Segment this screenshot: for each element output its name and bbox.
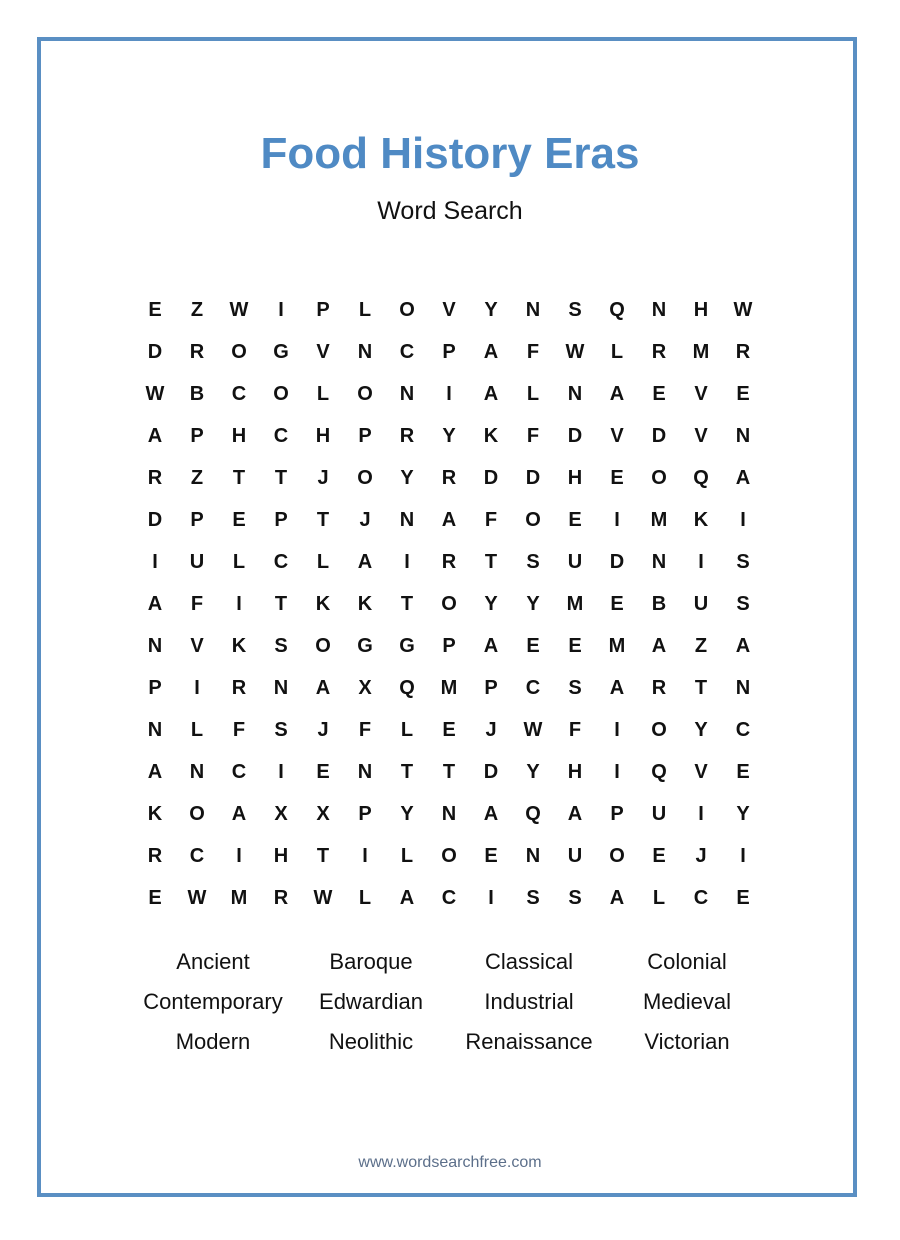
grid-letter: N	[735, 424, 751, 447]
grid-letter: P	[358, 424, 372, 447]
grid-letter: J	[317, 466, 329, 489]
grid-letter: M	[650, 508, 668, 531]
word-list-item: Renaissance	[465, 1029, 593, 1054]
grid-letter: L	[358, 886, 372, 909]
grid-letter: T	[274, 592, 288, 615]
grid-letter: T	[694, 676, 708, 699]
grid-letter: N	[651, 298, 667, 321]
grid-letter: R	[441, 550, 457, 573]
grid-letter: I	[614, 508, 620, 531]
grid-letter: I	[278, 298, 284, 321]
grid-letter: D	[147, 340, 163, 363]
grid-letter: A	[231, 802, 247, 825]
grid-letter: N	[525, 298, 541, 321]
grid-letter: T	[484, 550, 498, 573]
grid-letter: A	[567, 802, 583, 825]
grid-letter: Q	[399, 676, 415, 699]
grid-letter: I	[698, 802, 704, 825]
grid-letter: T	[274, 466, 288, 489]
grid-letter: S	[526, 886, 540, 909]
grid-letter: S	[274, 718, 288, 741]
grid-letter: T	[400, 592, 414, 615]
grid-letter: U	[567, 844, 583, 867]
grid-letter: K	[357, 592, 373, 615]
grid-letter: R	[147, 466, 163, 489]
grid-letter: O	[525, 508, 541, 531]
grid-letter: H	[273, 844, 289, 867]
word-list-item: Industrial	[484, 989, 574, 1014]
grid-letter: I	[446, 382, 452, 405]
grid-letter: Y	[484, 592, 498, 615]
grid-letter: V	[694, 424, 708, 447]
grid-letter: K	[483, 424, 499, 447]
grid-letter: F	[568, 718, 582, 741]
grid-letter: J	[359, 508, 371, 531]
grid-letter: E	[652, 844, 666, 867]
grid-letter: E	[736, 886, 750, 909]
grid-letter: F	[526, 424, 540, 447]
grid-letter: K	[231, 634, 247, 657]
grid-letter: H	[315, 424, 331, 447]
grid-letter: A	[483, 340, 499, 363]
grid-letter: S	[736, 550, 750, 573]
grid-letter: R	[189, 340, 205, 363]
grid-letter: Y	[400, 802, 414, 825]
grid-letter: A	[147, 592, 163, 615]
grid-letter: H	[693, 298, 709, 321]
grid-letter: R	[735, 340, 751, 363]
grid-letter: Q	[651, 760, 667, 783]
grid-letter: C	[231, 382, 247, 405]
grid-letter: A	[147, 424, 163, 447]
grid-letter: J	[695, 844, 707, 867]
grid-letter: W	[523, 718, 543, 741]
grid-letter: J	[485, 718, 497, 741]
grid-letter: A	[609, 382, 625, 405]
grid-letter: N	[441, 802, 457, 825]
grid-letter: O	[273, 382, 289, 405]
grid-letter: Y	[694, 718, 708, 741]
grid-letter: K	[147, 802, 163, 825]
grid-letter: Y	[736, 802, 750, 825]
grid-letter: N	[189, 760, 205, 783]
grid-letter: W	[733, 298, 753, 321]
grid-letter: L	[652, 886, 666, 909]
grid-letter: P	[442, 340, 456, 363]
grid-letter: K	[693, 508, 709, 531]
grid-letter: I	[698, 550, 704, 573]
word-list-item: Colonial	[647, 949, 727, 974]
grid-letter: E	[610, 592, 624, 615]
grid-letter: A	[735, 466, 751, 489]
grid-letter: I	[152, 550, 158, 573]
grid-letter: L	[358, 298, 372, 321]
grid-letter: W	[187, 886, 207, 909]
grid-letter: C	[231, 760, 247, 783]
word-list	[134, 942, 766, 1062]
grid-letter: U	[693, 592, 709, 615]
grid-letter: W	[565, 340, 585, 363]
grid-letter: P	[148, 676, 162, 699]
grid-letter: G	[399, 634, 415, 657]
grid-letter: X	[274, 802, 288, 825]
grid-letter: A	[483, 802, 499, 825]
grid-letter: W	[313, 886, 333, 909]
grid-letter: E	[316, 760, 330, 783]
grid-letter: I	[236, 844, 242, 867]
grid-letter: O	[399, 298, 415, 321]
grid-letter: N	[357, 760, 373, 783]
grid-letter: O	[609, 844, 625, 867]
grid-letter: V	[190, 634, 204, 657]
word-list-item: Contemporary	[143, 989, 283, 1014]
grid-letter: G	[357, 634, 373, 657]
grid-letter: O	[357, 382, 373, 405]
grid-letter: D	[483, 466, 499, 489]
grid-letter: E	[232, 508, 246, 531]
grid-letter: C	[273, 550, 289, 573]
grid-letter: A	[483, 634, 499, 657]
grid-letter: R	[651, 340, 667, 363]
grid-letter: Q	[693, 466, 709, 489]
grid-letter: M	[608, 634, 626, 657]
grid-letter: L	[316, 382, 330, 405]
grid-letter: E	[442, 718, 456, 741]
grid-letter: E	[568, 634, 582, 657]
grid-letter: P	[484, 676, 498, 699]
grid-letter: O	[189, 802, 205, 825]
grid-letter: L	[610, 340, 624, 363]
grid-letter: N	[651, 550, 667, 573]
grid-letter: L	[232, 550, 246, 573]
grid-letter: T	[316, 844, 330, 867]
grid-letter: M	[566, 592, 584, 615]
grid-letter: A	[315, 676, 331, 699]
grid-letter: I	[278, 760, 284, 783]
grid-letter: P	[190, 424, 204, 447]
grid-letter: N	[399, 382, 415, 405]
grid-letter: A	[441, 508, 457, 531]
grid-letter: I	[614, 718, 620, 741]
grid-letter: T	[232, 466, 246, 489]
grid-letter: V	[316, 340, 330, 363]
grid-letter: L	[190, 718, 204, 741]
grid-letter: C	[273, 424, 289, 447]
grid-letter: A	[609, 676, 625, 699]
grid-letter: I	[488, 886, 494, 909]
grid-letter: X	[316, 802, 330, 825]
grid-letter: U	[651, 802, 667, 825]
grid-letter: R	[231, 676, 247, 699]
grid-letter: V	[442, 298, 456, 321]
grid-letter: N	[147, 718, 163, 741]
grid-letter: H	[567, 466, 583, 489]
grid-letter: C	[735, 718, 751, 741]
grid-letter: C	[441, 886, 457, 909]
grid-letter: A	[399, 886, 415, 909]
grid-letter: E	[568, 508, 582, 531]
grid-letter: L	[526, 382, 540, 405]
grid-letter: L	[400, 844, 414, 867]
word-list-item: Classical	[484, 949, 574, 974]
grid-letter: I	[194, 676, 200, 699]
grid-letter: A	[735, 634, 751, 657]
grid-letter: N	[273, 676, 289, 699]
grid-letter: E	[526, 634, 540, 657]
grid-letter: A	[609, 886, 625, 909]
grid-letter: T	[442, 760, 456, 783]
grid-letter: P	[610, 802, 624, 825]
grid-letter: R	[147, 844, 163, 867]
grid-letter: E	[736, 382, 750, 405]
grid-letter: R	[441, 466, 457, 489]
grid-letter: P	[274, 508, 288, 531]
grid-letter: U	[567, 550, 583, 573]
grid-letter: L	[316, 550, 330, 573]
grid-letter: V	[610, 424, 624, 447]
grid-letter: D	[567, 424, 583, 447]
grid-letter: M	[230, 886, 248, 909]
grid-letter: I	[740, 844, 746, 867]
grid-letter: R	[399, 424, 415, 447]
grid-letter: I	[236, 592, 242, 615]
grid-letter: N	[567, 382, 583, 405]
grid-letter: S	[736, 592, 750, 615]
grid-letter: G	[273, 340, 289, 363]
grid-letter: Y	[526, 592, 540, 615]
grid-letter: Q	[609, 298, 625, 321]
grid-letter: I	[362, 844, 368, 867]
grid-letter: V	[694, 382, 708, 405]
grid-letter: S	[274, 634, 288, 657]
grid-letter: O	[441, 844, 457, 867]
grid-letter: E	[652, 382, 666, 405]
grid-letter: R	[273, 886, 289, 909]
grid-letter: Y	[484, 298, 498, 321]
grid-letter: Z	[694, 634, 708, 657]
grid-letter: D	[483, 760, 499, 783]
grid-letter: N	[357, 340, 373, 363]
grid-letter: F	[358, 718, 372, 741]
grid-letter: O	[315, 634, 331, 657]
grid-letter: A	[147, 760, 163, 783]
grid-letter: F	[232, 718, 246, 741]
word-list-item: Modern	[175, 1029, 251, 1054]
grid-letter: T	[316, 508, 330, 531]
grid-letter: J	[317, 718, 329, 741]
grid-letter: I	[614, 760, 620, 783]
word-list-item: Ancient	[176, 949, 250, 974]
word-list-item: Neolithic	[328, 1029, 414, 1054]
grid-letter: F	[190, 592, 204, 615]
grid-letter: O	[651, 466, 667, 489]
grid-letter: O	[231, 340, 247, 363]
grid-letter: E	[148, 298, 162, 321]
grid-letter: Y	[442, 424, 456, 447]
grid-letter: H	[231, 424, 247, 447]
grid-letter: P	[442, 634, 456, 657]
grid-letter: D	[525, 466, 541, 489]
footer-url[interactable]: www.wordsearchfree.com	[358, 1154, 542, 1171]
grid-letter: A	[357, 550, 373, 573]
grid-letter: T	[400, 760, 414, 783]
grid-letter: N	[525, 844, 541, 867]
grid-letter: D	[609, 550, 625, 573]
grid-letter: N	[399, 508, 415, 531]
grid-letter: Q	[525, 802, 541, 825]
grid-letter: P	[358, 802, 372, 825]
grid-letter: I	[404, 550, 410, 573]
word-list-item: Baroque	[329, 949, 413, 974]
grid-letter: S	[568, 886, 582, 909]
grid-letter: P	[316, 298, 330, 321]
grid-letter: M	[692, 340, 710, 363]
grid-letter: S	[568, 676, 582, 699]
grid-letter: O	[441, 592, 457, 615]
grid-letter: R	[651, 676, 667, 699]
letter-grid	[134, 289, 764, 919]
grid-letter: Y	[400, 466, 414, 489]
grid-letter: K	[315, 592, 331, 615]
grid-letter: E	[610, 466, 624, 489]
grid-letter: N	[735, 676, 751, 699]
grid-letter: U	[189, 550, 205, 573]
grid-letter: V	[694, 760, 708, 783]
grid-letter: A	[483, 382, 499, 405]
grid-letter: F	[526, 340, 540, 363]
grid-letter: C	[693, 886, 709, 909]
grid-letter: O	[651, 718, 667, 741]
grid-letter: D	[147, 508, 163, 531]
grid-letter: O	[357, 466, 373, 489]
grid-letter: S	[568, 298, 582, 321]
grid-letter: F	[484, 508, 498, 531]
grid-letter: C	[399, 340, 415, 363]
grid-letter: Y	[526, 760, 540, 783]
grid-letter: Z	[190, 298, 204, 321]
grid-letter: E	[736, 760, 750, 783]
grid-letter: S	[526, 550, 540, 573]
grid-letter: L	[400, 718, 414, 741]
word-list-item: Victorian	[644, 1029, 730, 1054]
grid-letter: H	[567, 760, 583, 783]
grid-letter: B	[189, 382, 205, 405]
grid-letter: A	[651, 634, 667, 657]
grid-letter: X	[358, 676, 372, 699]
grid-letter: P	[190, 508, 204, 531]
page-subtitle: Word Search	[377, 197, 523, 225]
grid-letter: B	[651, 592, 667, 615]
grid-letter: C	[189, 844, 205, 867]
grid-letter: I	[740, 508, 746, 531]
grid-letter: N	[147, 634, 163, 657]
word-list-item: Medieval	[642, 989, 732, 1014]
grid-letter: W	[145, 382, 165, 405]
grid-letter: E	[484, 844, 498, 867]
grid-letter: E	[148, 886, 162, 909]
grid-letter: C	[525, 676, 541, 699]
grid-letter: M	[440, 676, 458, 699]
grid-letter: W	[229, 298, 249, 321]
grid-letter: D	[651, 424, 667, 447]
grid-letter: Z	[190, 466, 204, 489]
page-title: Food History Eras	[260, 129, 640, 178]
word-list-item: Edwardian	[319, 989, 423, 1014]
